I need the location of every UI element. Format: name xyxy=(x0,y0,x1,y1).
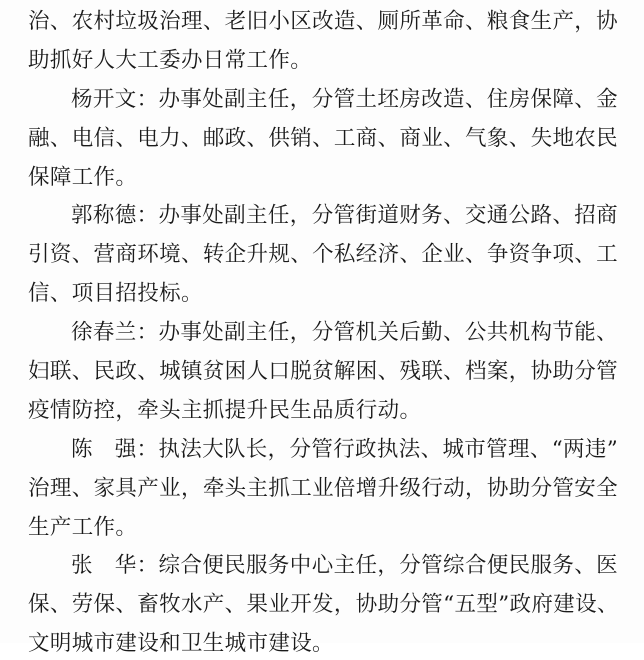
text-line: 引资、营商环境、转企升规、个私经济、企业、争资争项、工 xyxy=(28,242,618,267)
paragraph-start-line: 郭称德：办事处副主任，分管街道财务、交通公路、招商 xyxy=(71,203,618,228)
text-line: 保、劳保、畜牧水产、果业开发，协助分管“五型”政府建设、 xyxy=(28,592,619,617)
text-line: 疫情防控，牵头主抓提升民生品质行动。 xyxy=(28,398,422,423)
paragraph-start-line: 陈 强：执法大队长，分管行政执法、城市管理、“两违” xyxy=(71,437,619,462)
paragraph-start-line: 杨开文：办事处副主任，分管土坯房改造、住房保障、金 xyxy=(71,87,618,112)
text-line: 妇联、民政、城镇贫困人口脱贫解困、残联、档案，协助分管 xyxy=(28,359,618,384)
text-line: 助抓好人大工委办日常工作。 xyxy=(28,48,313,73)
paragraph-start-line: 徐春兰：办事处副主任，分管机关后勤、公共机构节能、 xyxy=(71,320,618,345)
text-line: 文明城市建设和卫生城市建设。 xyxy=(28,631,334,656)
text-line: 保障工作。 xyxy=(28,165,138,190)
text-line: 治理、家具产业，牵头主抓工业倍增升级行动，协助分管安全 xyxy=(28,476,618,501)
text-line: 信、项目招投标。 xyxy=(28,281,203,306)
paragraph-start-line: 张 华：综合便民服务中心主任，分管综合便民服务、医 xyxy=(71,553,618,578)
text-line: 治、农村垃圾治理、老旧小区改造、厕所革命、粮食生产，协 xyxy=(28,9,618,34)
text-line: 融、电信、电力、邮政、供销、工商、商业、气象、失地农民 xyxy=(28,126,618,151)
text-line: 生产工作。 xyxy=(28,515,138,540)
